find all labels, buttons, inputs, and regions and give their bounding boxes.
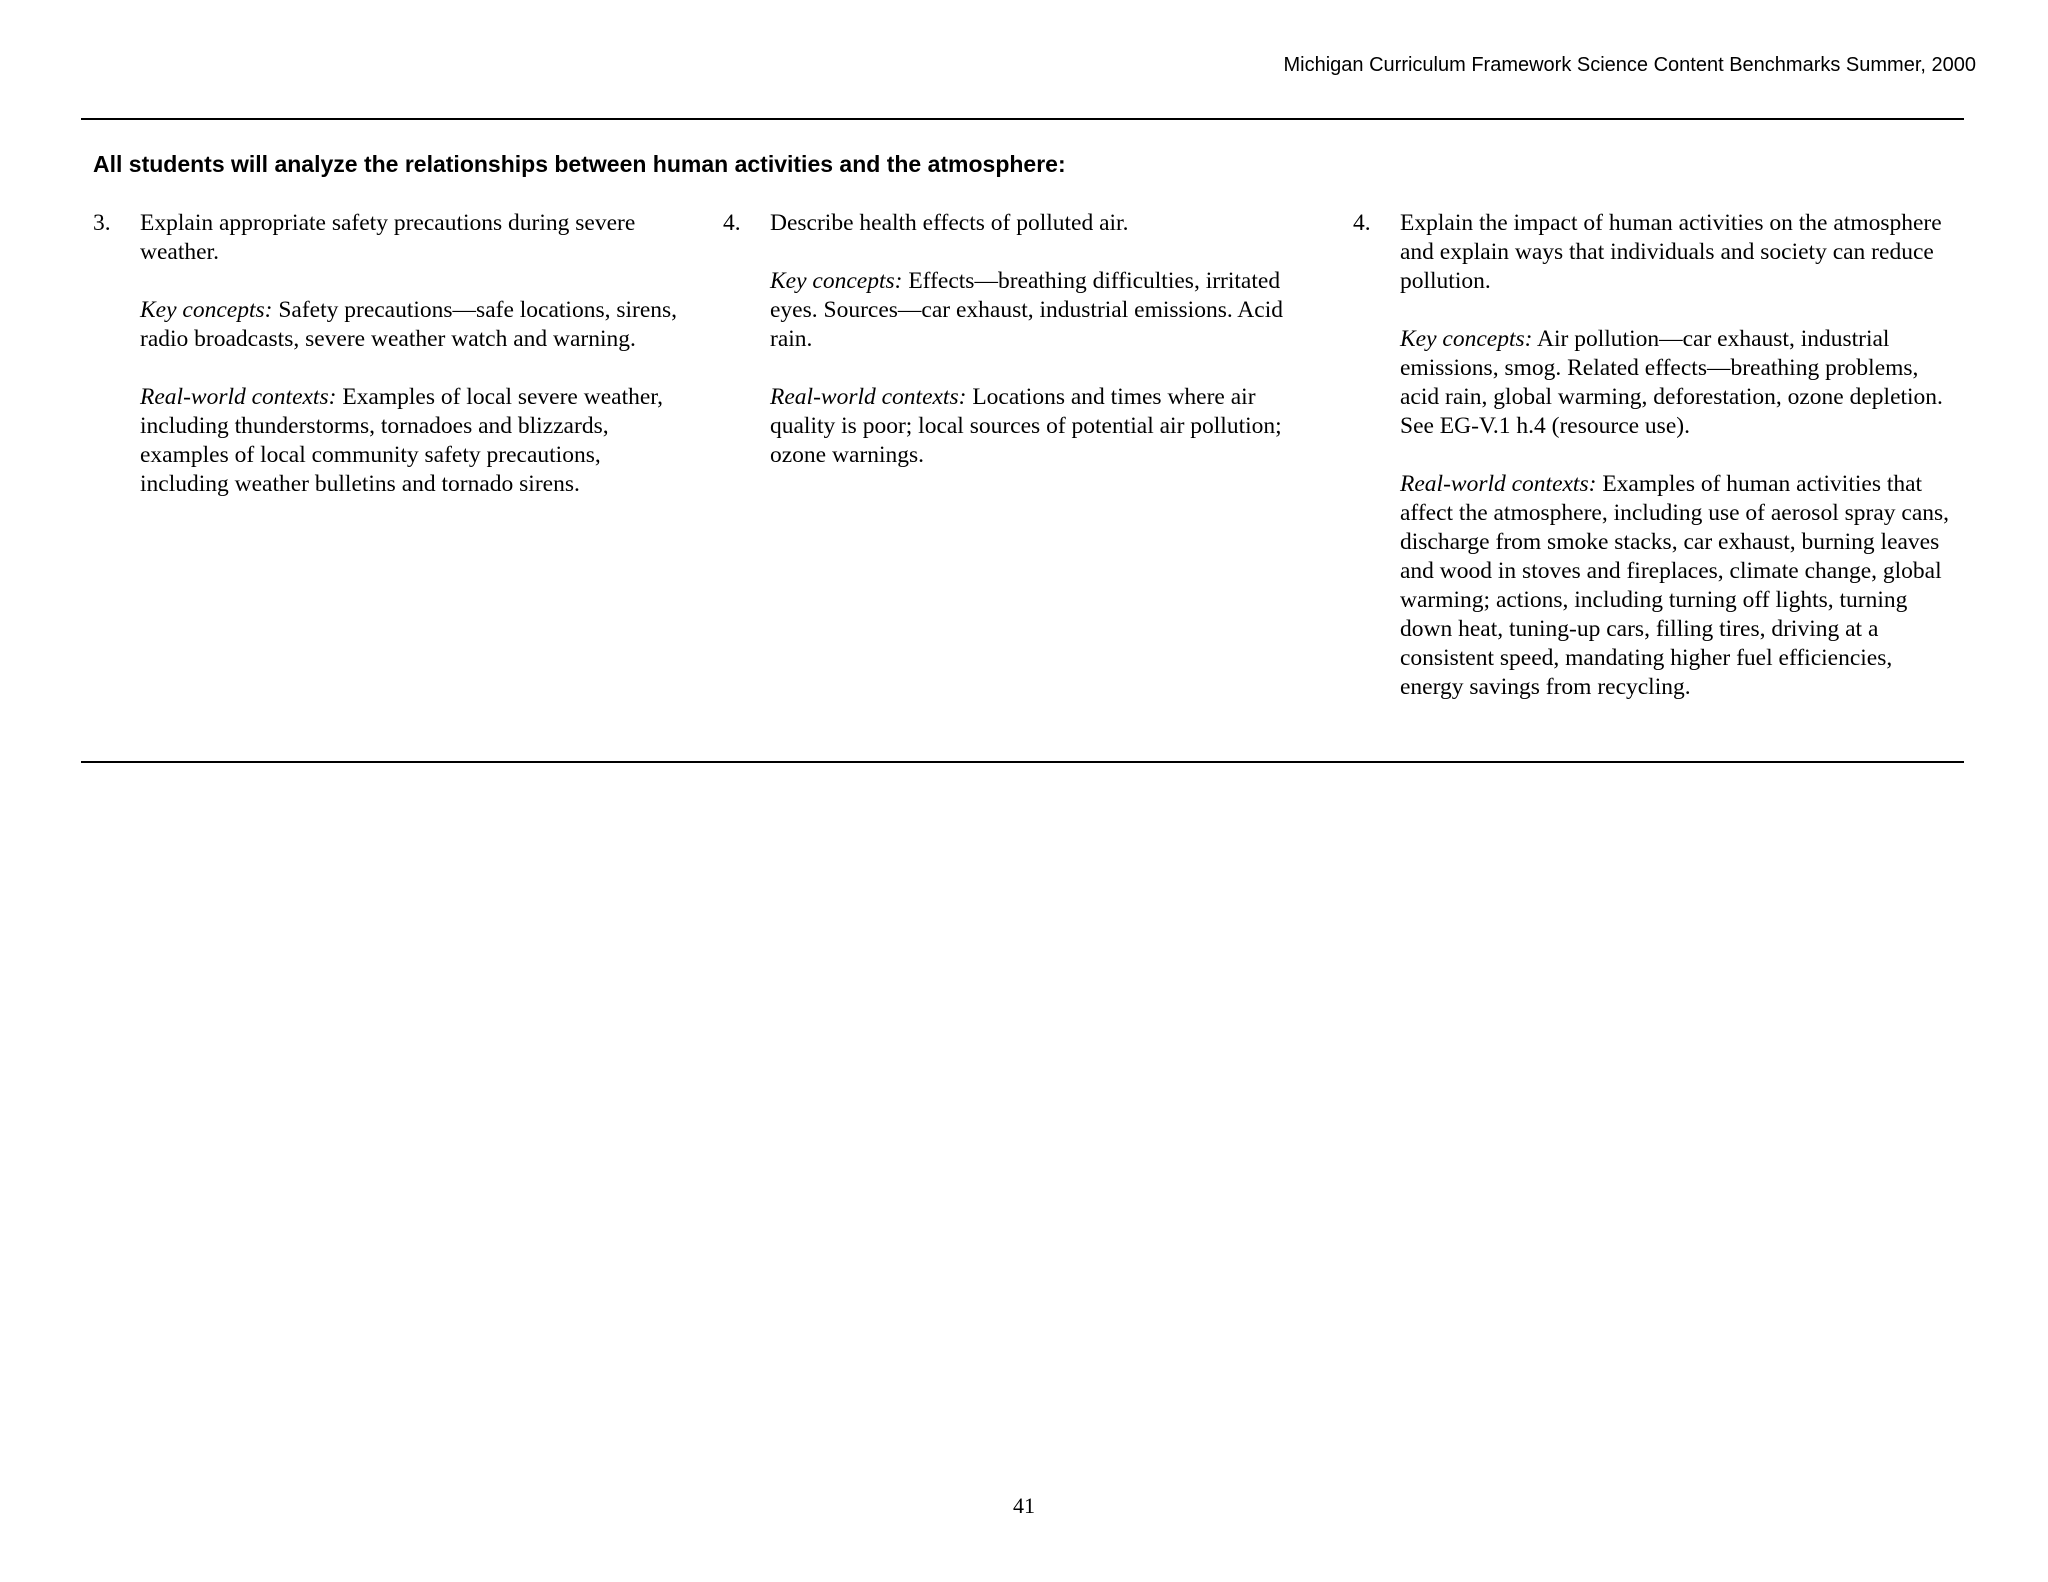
key-concepts	[770, 267, 1323, 354]
benchmark-column-1	[93, 209, 693, 528]
key-concepts	[140, 296, 693, 354]
key-concepts-text: Safety precautions—safe locations, sirens, radio broadcasts, severe weather watch and warning.	[140, 297, 678, 352]
benchmark-column-3	[1353, 209, 1953, 731]
real-world-contexts-label: Real-world contexts:	[770, 384, 967, 410]
benchmark-number: 3.	[93, 210, 111, 236]
key-concepts-label: Key concepts:	[1400, 326, 1533, 352]
real-world-contexts	[1400, 470, 1953, 702]
benchmark-statement: Describe health effects of polluted air.	[770, 210, 1129, 236]
bottom-rule	[81, 761, 1964, 763]
benchmark-statement: Explain appropriate safety precautions during severe weather.	[140, 210, 636, 265]
page-header: Michigan Curriculum Framework Science Content Benchmarks Summer, 2000	[1283, 54, 1976, 76]
key-concepts-label: Key concepts:	[140, 297, 273, 323]
real-world-contexts	[140, 383, 693, 499]
real-world-contexts-label: Real-world contexts:	[1400, 471, 1597, 497]
real-world-contexts-text: Examples of local severe weather, including thunderstorms, tornadoes and blizzards, examples of local community safety precautions, including weather bulletins and tornado sirens.	[140, 384, 664, 497]
benchmark-column-2	[723, 209, 1323, 499]
top-rule	[81, 118, 1964, 120]
benchmark-number: 4.	[723, 210, 741, 236]
key-concepts-text: Effects—breathing difficulties, irritated eyes. Sources—car exhaust, industrial emissions. Acid rain.	[770, 268, 1283, 352]
real-world-contexts	[770, 383, 1323, 470]
standard-heading: All students will analyze the relationships between human activities and the atmosphere:	[93, 151, 1066, 177]
key-concepts	[1400, 325, 1953, 441]
real-world-contexts-label: Real-world contexts:	[140, 384, 337, 410]
key-concepts-label: Key concepts:	[770, 268, 903, 294]
benchmark-statement: Explain the impact of human activities on the atmosphere and explain ways that individuals and society can reduce pollution.	[1400, 210, 1942, 294]
real-world-contexts-text: Examples of human activities that affect the atmosphere, including use of aerosol spray cans, discharge from smoke stacks, car exhaust, burning leaves and wood in stoves and fireplaces, climate change, global warming; actions, including turning off lights, turning down heat, tuning-up cars, filling tires, driving at a consistent speed, mandating higher fuel efficiencies, energy savings from recycling.	[1400, 471, 1950, 700]
key-concepts-text: Air pollution—car exhaust, industrial emissions, smog. Related effects—breathing problems, acid rain, global warming, deforestation, ozone depletion. See EG-V.1 h.4 (resource use).	[1400, 326, 1943, 439]
benchmark-number: 4.	[1353, 210, 1371, 236]
real-world-contexts-text: Locations and times where air quality is poor; local sources of potential air pollution; ozone warnings.	[770, 384, 1282, 468]
page-number: 41	[1013, 1493, 1035, 1518]
